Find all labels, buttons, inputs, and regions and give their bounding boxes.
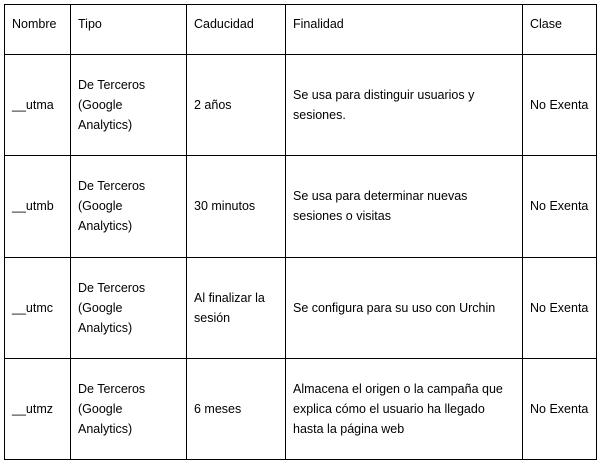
table-row: [5, 156, 597, 257]
cell-tipo: De Terceros (Google Analytics): [71, 156, 187, 257]
cell-caducidad: Al finalizar la sesión: [187, 257, 286, 358]
table-body: [5, 55, 597, 460]
cell-caducidad: 30 minutos: [187, 156, 286, 257]
cell-tipo: De Terceros (Google Analytics): [71, 55, 187, 156]
cell-caducidad: 6 meses: [187, 358, 286, 459]
table-row: [5, 358, 597, 459]
header-tipo: Tipo: [71, 5, 187, 55]
table-row: [5, 257, 597, 358]
header-clase: Clase: [523, 5, 597, 55]
cell-finalidad: Almacena el origen o la campaña que explica cómo el usuario ha llegado hasta la página web: [286, 358, 523, 459]
cell-nombre: __utmb: [5, 156, 71, 257]
cell-finalidad: Se configura para su uso con Urchin: [286, 257, 523, 358]
cookies-table: [4, 4, 597, 460]
header-nombre: Nombre: [5, 5, 71, 55]
header-finalidad: Finalidad: [286, 5, 523, 55]
cell-nombre: __utma: [5, 55, 71, 156]
cell-nombre: __utmz: [5, 358, 71, 459]
table-header: [5, 5, 597, 55]
cell-clase: No Exenta: [523, 257, 597, 358]
cell-nombre: __utmc: [5, 257, 71, 358]
cell-clase: No Exenta: [523, 55, 597, 156]
cell-finalidad: Se usa para distinguir usuarios y sesiones.: [286, 55, 523, 156]
cell-clase: No Exenta: [523, 358, 597, 459]
cell-tipo: De Terceros (Google Analytics): [71, 358, 187, 459]
cell-finalidad: Se usa para determinar nuevas sesiones o visitas: [286, 156, 523, 257]
cell-tipo: De Terceros (Google Analytics): [71, 257, 187, 358]
cell-caducidad: 2 años: [187, 55, 286, 156]
header-caducidad: Caducidad: [187, 5, 286, 55]
header-row: [5, 5, 597, 55]
cell-clase: No Exenta: [523, 156, 597, 257]
table-row: [5, 55, 597, 156]
